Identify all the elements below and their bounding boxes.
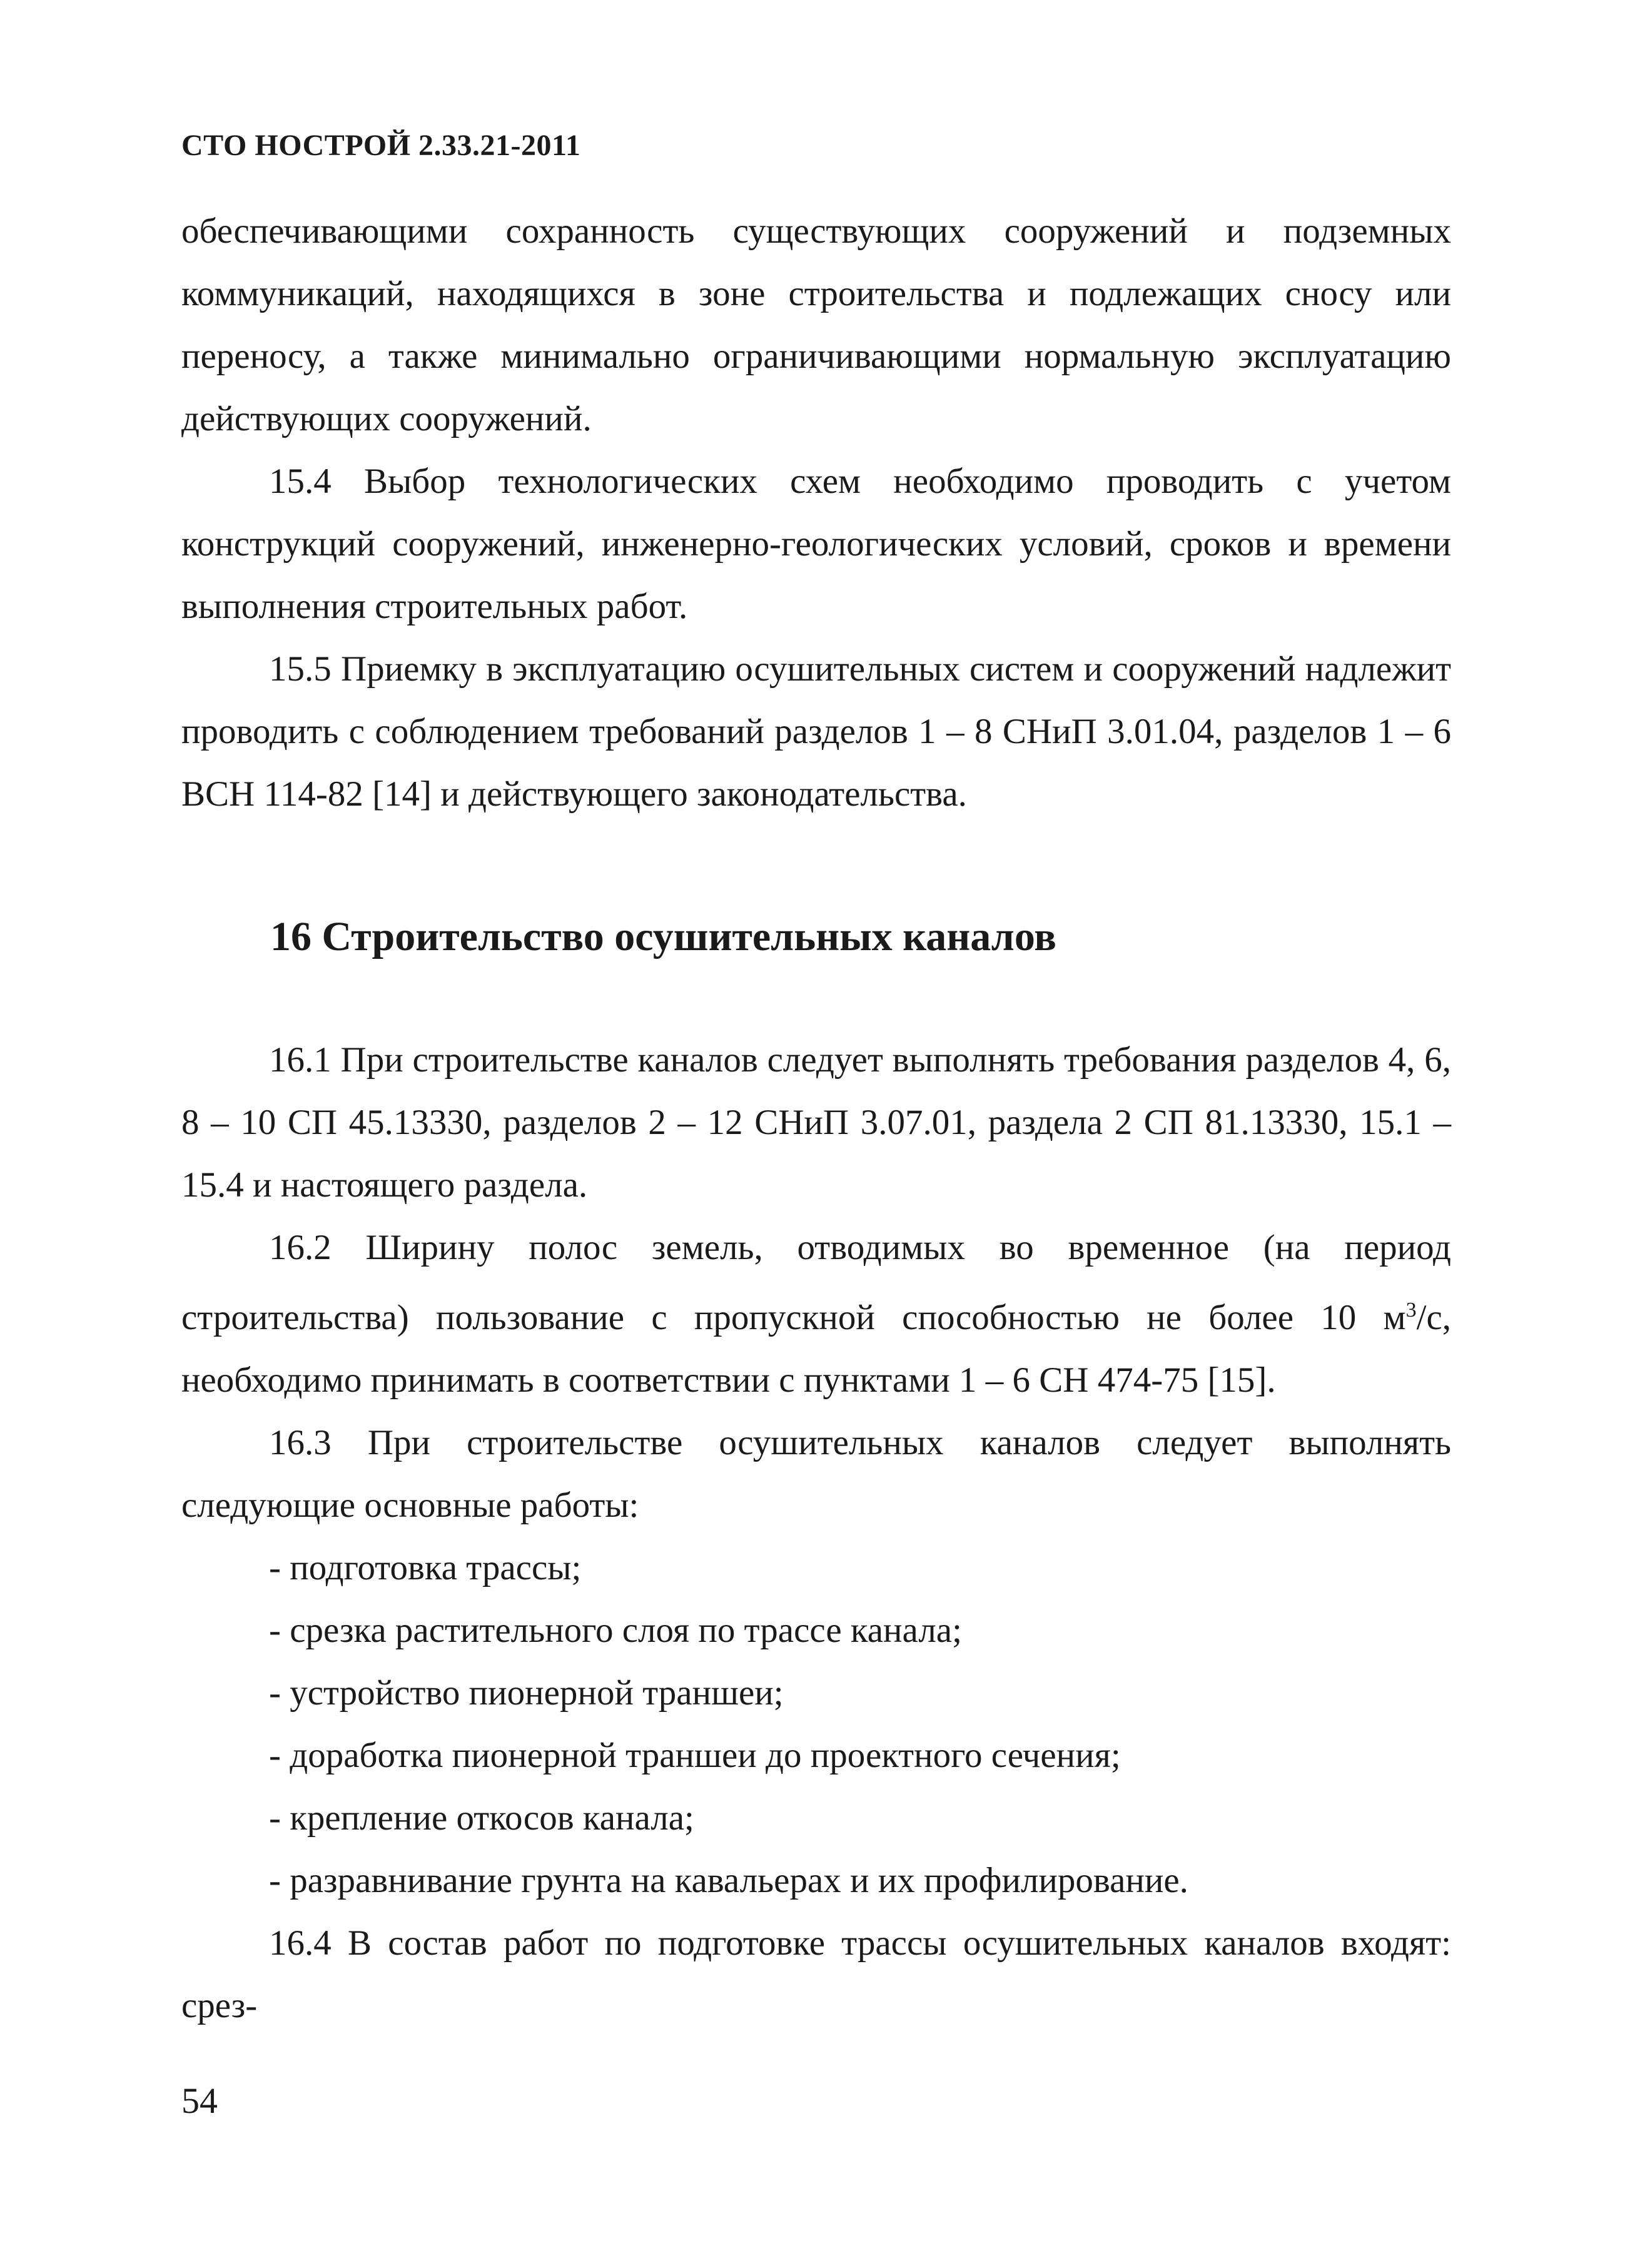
paragraph-continuation: обеспечивающими сохранность существующих сооружений и подземных коммуникаций, находящихся в зоне строительства и подлежащих сносу или переносу, а также минимально ограничивающими нормальную эксплуатацию действующих сооружений. [181, 211, 1451, 438]
paragraph-16-4: 16.4 В состав работ по подготовке трассы осушительных каналов входят: срез- [181, 1923, 1451, 2025]
list-item: - подготовка трассы; [269, 1548, 582, 1587]
paragraph-15-4: 15.4 Выбор технологических схем необходимо проводить с учетом конструкций сооружений, инженерно-геологических условий, сроков и времени выполнения строительных работ. [181, 462, 1451, 626]
list-item: - срезка растительного слоя по трассе канала; [269, 1611, 962, 1650]
document-code-header: СТО НОСТРОЙ 2.33.21-2011 [181, 129, 581, 162]
text-block-section-15 [181, 200, 1451, 826]
superscript-cubic: 3 [1405, 1299, 1417, 1322]
text-block-section-16 [181, 1029, 1451, 2037]
list-item: - доработка пионерной траншеи до проектного сечения; [269, 1736, 1121, 1775]
paragraph-16-3: 16.3 При строительстве осушительных каналов следует выполнять следующие основные работы: [181, 1423, 1451, 1525]
list-item: - крепление откосов канала; [269, 1798, 694, 1838]
paragraph-16-2-part-a: 16.2 Ширину полос земель, отводимых во временное (на период строительства) пользование с пропускной способностью не более 10 м [181, 1228, 1451, 1337]
list-item: - устройство пионерной траншеи; [269, 1673, 784, 1713]
paragraph-16-1: 16.1 При строительстве каналов следует выполнять требования разделов 4, 6, 8 – 10 СП 45.13330, разделов 2 – 12 СНиП 3.07.01, раздела 2 СП 81.13330, 15.1 – 15.4 и настоящего раздела. [181, 1040, 1451, 1205]
paragraph-16-2-part-b: /с, необходимо принимать в соответствии с пунктами 1 – 6 СН 474-75 [15]. [181, 1298, 1451, 1400]
paragraph-16-2 [181, 1217, 1451, 1412]
page-number: 54 [181, 2080, 218, 2121]
section-heading-16: 16 Строительство осушительных каналов [270, 914, 1056, 959]
paragraph-15-5: 15.5 Приемку в эксплуатацию осушительных систем и сооружений надлежит проводить с соблюдением требований разделов 1 – 8 СНиП 3.01.04, разделов 1 – 6 ВСН 114-82 [14] и действующего законодательства. [181, 649, 1451, 814]
list-item: - разравнивание грунта на кавальерах и их профилирование. [269, 1861, 1188, 1900]
